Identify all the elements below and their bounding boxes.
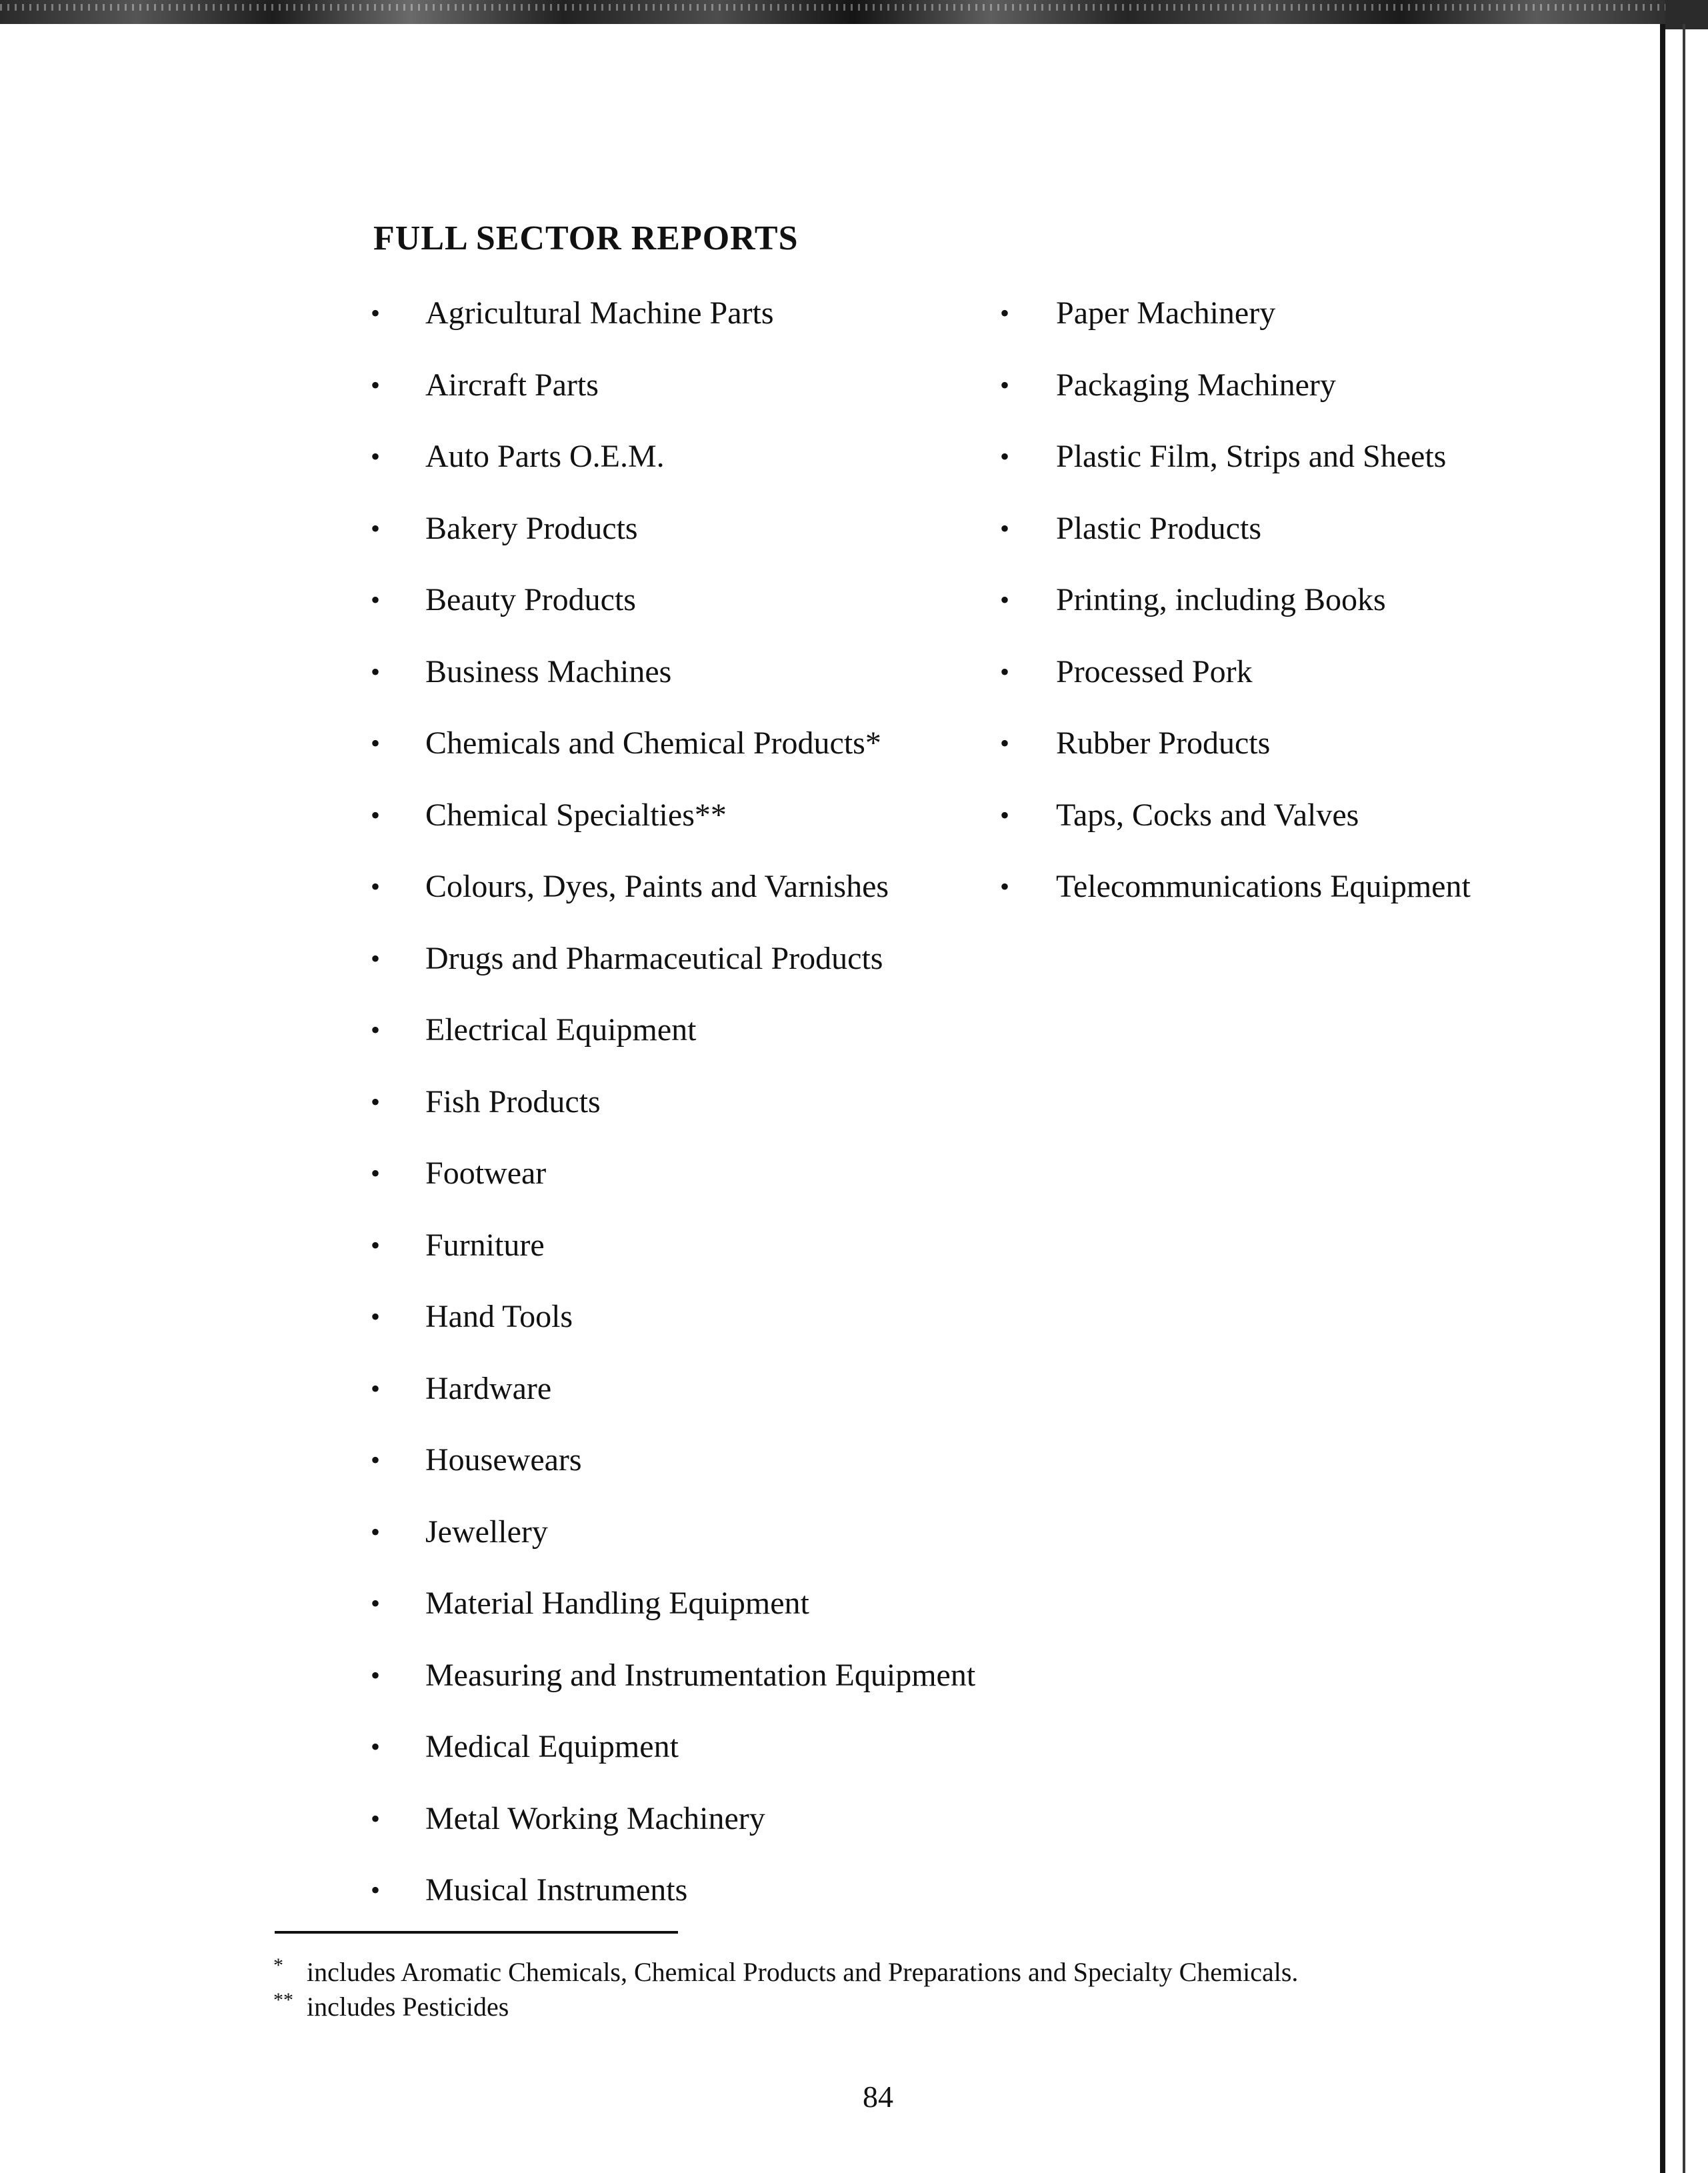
page-number: 84	[863, 2080, 893, 2114]
sector-label: Packaging Machinery	[1056, 367, 1336, 403]
bullet-icon: •	[1000, 585, 1010, 615]
sector-label: Jewellery	[425, 1514, 548, 1550]
bullet-icon: •	[1000, 799, 1010, 830]
footnote-2	[273, 1984, 509, 2023]
bullet-icon: •	[1000, 441, 1010, 471]
sector-label: Drugs and Pharmaceutical Products	[425, 940, 883, 976]
sector-label: Bakery Products	[425, 510, 638, 546]
footnote-2-text: includes Pesticides	[307, 1992, 509, 2022]
bullet-icon: •	[371, 1445, 381, 1475]
sector-label: Beauty Products	[425, 582, 636, 617]
bullet-icon: •	[371, 1158, 381, 1188]
bullet-icon: •	[1000, 728, 1010, 758]
bullet-icon: •	[371, 799, 381, 830]
scan-top-edge	[0, 0, 1708, 24]
bullet-icon: •	[371, 369, 381, 400]
bullet-icon: •	[371, 943, 381, 973]
scan-right-edge-inner	[1683, 24, 1685, 2173]
bullet-icon: •	[371, 1660, 381, 1690]
sector-label: Aircraft Parts	[425, 367, 599, 403]
sector-label: Plastic Film, Strips and Sheets	[1056, 439, 1447, 474]
bullet-icon: •	[371, 513, 381, 543]
sector-label: Medical Equipment	[425, 1729, 679, 1764]
sector-label: Colours, Dyes, Paints and Varnishes	[425, 869, 889, 904]
bullet-icon: •	[1000, 871, 1010, 901]
sector-label: Telecommunications Equipment	[1056, 869, 1471, 904]
footnote-rule	[275, 1931, 678, 1934]
bullet-icon: •	[1000, 656, 1010, 687]
sector-label: Agricultural Machine Parts	[425, 295, 774, 331]
footnote-1	[273, 1950, 1298, 1988]
bullet-icon: •	[371, 298, 381, 328]
sector-label: Chemicals and Chemical Products*	[425, 725, 881, 761]
bullet-icon: •	[371, 1516, 381, 1547]
bullet-icon: •	[371, 656, 381, 687]
sector-label: Paper Machinery	[1056, 295, 1276, 331]
bullet-icon: •	[1000, 298, 1010, 328]
bullet-icon: •	[371, 1086, 381, 1117]
sector-label: Chemical Specialties**	[425, 797, 727, 833]
footnote-1-text: includes Aromatic Chemicals, Chemical Products and Preparations and Specialty Chemicals.	[307, 1957, 1299, 1987]
bullet-icon: •	[1000, 513, 1010, 543]
sector-label: Taps, Cocks and Valves	[1056, 797, 1359, 833]
bullet-icon: •	[371, 1302, 381, 1332]
bullet-icon: •	[371, 1373, 381, 1404]
footnote-2-mark: **	[273, 1989, 293, 2011]
bullet-icon: •	[371, 1803, 381, 1834]
sector-label: Furniture	[425, 1227, 545, 1263]
sector-label: Processed Pork	[1056, 653, 1253, 689]
bullet-icon: •	[371, 1230, 381, 1260]
sector-label: Plastic Products	[1056, 510, 1261, 546]
bullet-icon: •	[1000, 369, 1010, 400]
sector-label: Metal Working Machinery	[425, 1800, 765, 1836]
sector-label: Hand Tools	[425, 1299, 573, 1334]
sector-label: Fish Products	[425, 1083, 601, 1120]
sector-label: Rubber Products	[1056, 725, 1271, 761]
sector-label: Auto Parts O.E.M.	[425, 439, 665, 474]
sector-label: Business Machines	[425, 653, 672, 689]
sector-label: Hardware	[425, 1370, 552, 1406]
sector-label: Housewears	[425, 1442, 582, 1478]
sector-label: Printing, including Books	[1056, 582, 1386, 617]
scan-corner	[1665, 0, 1708, 29]
sector-label: Musical Instruments	[425, 1872, 688, 1908]
scan-right-edge	[1660, 24, 1665, 2173]
bullet-icon: •	[371, 728, 381, 758]
bullet-icon: •	[371, 1015, 381, 1045]
page-heading: FULL SECTOR REPORTS	[373, 219, 799, 257]
footnote-1-mark: *	[273, 1954, 283, 1976]
bullet-icon: •	[371, 1588, 381, 1618]
sector-label: Electrical Equipment	[425, 1012, 697, 1047]
sector-label: Measuring and Instrumentation Equipment	[425, 1657, 976, 1693]
bullet-icon: •	[371, 871, 381, 901]
bullet-icon: •	[371, 585, 381, 615]
sector-label: Material Handling Equipment	[425, 1586, 809, 1621]
bullet-icon: •	[371, 441, 381, 471]
bullet-icon: •	[371, 1875, 381, 1905]
sector-label: Footwear	[425, 1156, 547, 1191]
bullet-icon: •	[371, 1732, 381, 1762]
